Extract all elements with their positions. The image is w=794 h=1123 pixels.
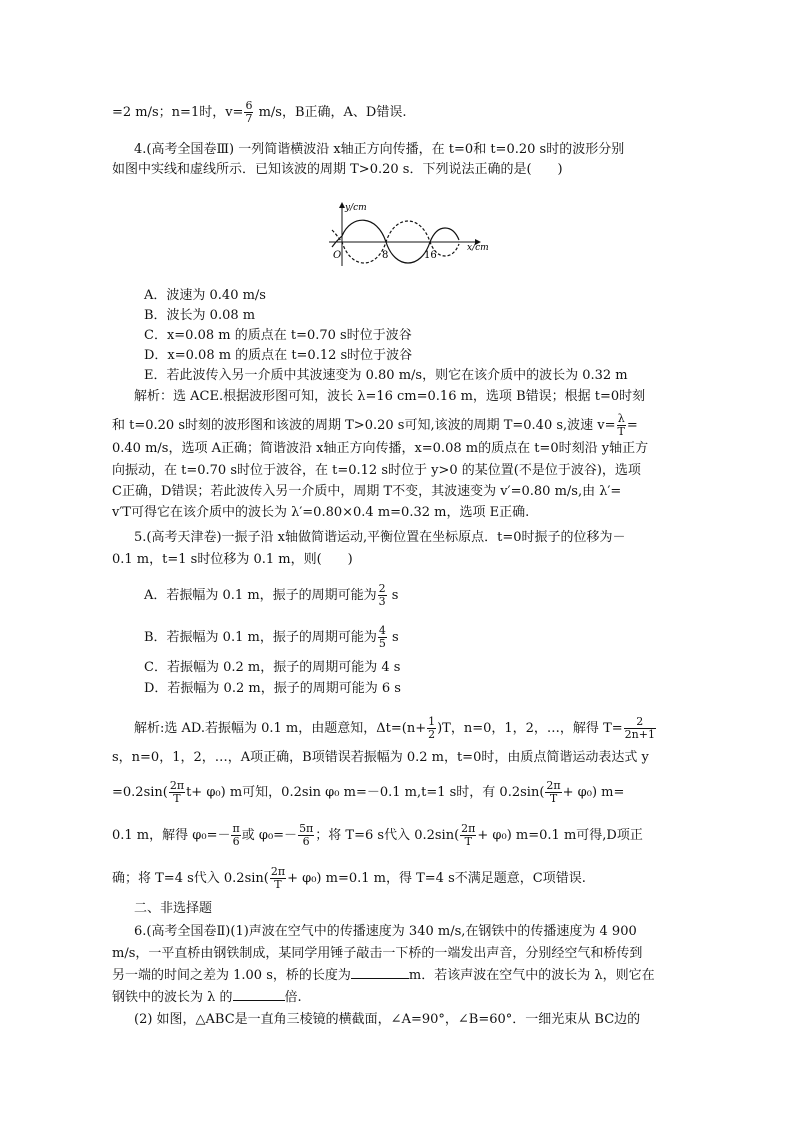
- text: m/s，B正确，A、D错误.: [254, 105, 407, 120]
- denominator: 5: [378, 637, 386, 650]
- text: =2 m/s；n=1时，v=: [112, 105, 244, 120]
- denominator: 3: [378, 595, 386, 608]
- question-5-line-2: 0.1 m，t=1 s时位移为 0.1 m，则( ): [112, 552, 353, 567]
- analysis-4-line-5: C正确，D错误；若此波传入另一介质中，周期 T不变，其波速变为 v′=0.80 m/s,由 λ′=: [112, 484, 622, 499]
- fraction: [298, 823, 314, 848]
- question-4-line-1: 4.(高考全国卷Ⅲ) 一列简谐横波沿 x轴正方向传播，在 t=0和 t=0.20 s时的波形分别: [134, 142, 625, 157]
- wave-graph: [327, 200, 497, 268]
- denominator: T: [549, 792, 558, 805]
- numerator: π: [232, 822, 240, 835]
- numerator: 2π: [270, 865, 286, 878]
- fraction: [244, 100, 253, 125]
- question-6-line-3: [112, 966, 655, 986]
- numerator: 6: [245, 99, 253, 112]
- analysis-4-line-2: [112, 413, 638, 438]
- text: 钢铁中的波长为 λ 的: [112, 990, 233, 1005]
- denominator: T: [464, 835, 472, 848]
- text: ；将 T=6 s代入 0.2sin(: [315, 828, 460, 843]
- option-b: B．波长为 0.08 m: [144, 308, 256, 323]
- analysis-5-line-4: [112, 823, 643, 848]
- y-axis-label: y/cm: [345, 203, 367, 213]
- text: B．若振幅为 0.1 m，振子的周期可能为: [144, 630, 377, 645]
- fraction: [378, 583, 387, 608]
- option-d: D．若振幅为 0.2 m，振子的周期可能为 6 s: [144, 681, 401, 696]
- numerator: 2: [624, 716, 656, 729]
- answer-blank[interactable]: [233, 988, 285, 1001]
- fraction: [378, 625, 387, 650]
- analysis-4-line-6: v′T可得它在该介质中的波长为 λ′=0.80×0.4 m=0.32 m，选项 E正确.: [112, 505, 530, 520]
- option-d: D．x=0.08 m 的质点在 t=0.12 s时位于波谷: [144, 348, 413, 363]
- text: m．若该声波在空气中的波长为 λ，则它在: [408, 968, 655, 983]
- question-4-line-2: 如图中实线和虚线所示．已知该波的周期 T>0.20 s．下列说法正确的是( ): [112, 162, 563, 177]
- text: + φ₀) m=: [562, 785, 625, 800]
- analysis-5-line-1: [134, 716, 657, 741]
- question-6-line-1: 6.(高考全国卷Ⅱ)(1)声波在空气中的传播速度为 340 m/s,在钢铁中的传播速度为 4 900: [134, 924, 637, 939]
- numerator: λ: [617, 412, 625, 425]
- fraction: [231, 823, 240, 848]
- numerator: 4: [378, 624, 386, 637]
- analysis-4-line-3: 0.40 m/s，选项 A正确；简谐波沿 x轴正方向传播，x=0.08 m的质点在 t=0时刻沿 y轴正方: [112, 441, 649, 456]
- section-heading: 二、非选择题: [134, 901, 213, 916]
- denominator: T: [173, 792, 181, 805]
- analysis-4-line-4: 向振动，在 t=0.70 s时位于波谷，在 t=0.12 s时位于 y>0 的某位置(不是位于波谷)，选项: [112, 463, 641, 478]
- fraction: [617, 413, 626, 438]
- question-6-line-5: (2) 如图，△ABC是一直角三棱镜的横截面，∠A=90°，∠B=60°．一细光束从 BC边的: [134, 1012, 641, 1027]
- text: )T，n=0，1，2，…，解得 T=: [437, 721, 623, 736]
- denominator: 7: [245, 112, 253, 125]
- text: + φ₀) m=0.1 m，得 T=4 s不满足题意，C项错误.: [287, 871, 586, 886]
- fraction: [169, 780, 185, 805]
- analysis-4-line-1: 解析：选 ACE.根据波形图可知，波长 λ=16 cm=0.16 m，选项 B错误；根据 t=0时刻: [134, 389, 646, 404]
- question-6-line-2: m/s，一平直桥由钢铁制成，某同学用锤子敲击一下桥的一端发出声音，分别经空气和桥传到: [112, 946, 643, 961]
- denominator: 2n+1: [624, 728, 655, 741]
- text: + φ₀) m=0.1 m可得,D项正: [477, 828, 643, 843]
- analysis-5-line-5: [112, 866, 586, 891]
- question-5-line-1: 5.(高考天津卷)一振子沿 x轴做简谐运动,平衡位置在坐标原点．t=0时振子的位移为－: [134, 530, 626, 545]
- text: =0.2sin(: [112, 785, 168, 800]
- text: 0.1 m，解得 φ₀=－: [112, 828, 231, 843]
- option-c: C．x=0.08 m 的质点在 t=0.70 s时位于波谷: [144, 328, 412, 343]
- option-e: E．若此波传入另一介质中其波速变为 0.80 m/s，则它在该介质中的波长为 0.32 m: [144, 368, 628, 383]
- option-a: [144, 583, 398, 608]
- text: A．若振幅为 0.1 m，振子的周期可能为: [144, 588, 377, 603]
- origin-label: O: [333, 250, 342, 261]
- text: =: [626, 418, 638, 433]
- text: 或 φ₀=－: [241, 828, 298, 843]
- option-c: C．若振幅为 0.2 m，振子的周期可能为 4 s: [144, 660, 401, 675]
- option-a: A．波速为 0.40 m/s: [144, 288, 266, 303]
- analysis-5-line-3: [112, 780, 624, 805]
- fraction: [427, 716, 436, 741]
- numerator: 2π: [461, 822, 476, 835]
- denominator: T: [617, 425, 625, 438]
- numerator: 1: [428, 715, 436, 728]
- denominator: 6: [232, 835, 240, 848]
- tick-label-8: 8: [382, 250, 389, 261]
- question-6-line-4: [112, 988, 302, 1008]
- text: s: [387, 588, 399, 603]
- text: t+ φ₀) m可知，0.2sin φ₀ m=－0.1 m,t=1 s时，有 0.2sin(: [186, 785, 545, 800]
- denominator: T: [274, 878, 282, 891]
- option-b: [144, 625, 399, 650]
- analysis-5-line-2: s，n=0，1，2，…，A项正确，B项错误若振幅为 0.2 m，t=0时，由质点简谐运动表达式 y: [112, 750, 649, 765]
- numerator: 2π: [169, 779, 185, 792]
- fraction: [270, 866, 286, 891]
- text: 倍.: [284, 990, 302, 1005]
- answer-blank[interactable]: [351, 966, 409, 979]
- fraction: [545, 780, 561, 805]
- text: 确；将 T=4 s代入 0.2sin(: [112, 871, 269, 886]
- text: 解析:选 AD.若振幅为 0.1 m，由题意知，Δt=(n+: [134, 721, 427, 736]
- denominator: 2: [428, 728, 436, 741]
- x-axis-label: x/cm: [467, 243, 489, 253]
- numerator: 2: [378, 582, 386, 595]
- numerator: 2π: [546, 779, 561, 792]
- tick-label-16: 16: [424, 250, 437, 261]
- fraction: [624, 716, 656, 741]
- text: 另一端的时间之差为 1.00 s，桥的长度为: [112, 968, 351, 983]
- text: s: [387, 630, 399, 645]
- text: 和 t=0.20 s时刻的波形图和该波的周期 T>0.20 s可知,该波的周期 T=0.40 s,波速 v=: [112, 418, 616, 433]
- denominator: 6: [302, 835, 310, 848]
- answer-continuation: [112, 100, 406, 125]
- numerator: 5π: [299, 822, 314, 835]
- fraction: [460, 823, 476, 848]
